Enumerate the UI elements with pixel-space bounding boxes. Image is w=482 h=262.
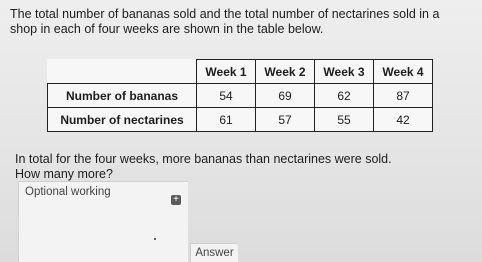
table-cell: 62 <box>315 84 374 108</box>
table-cell: 69 <box>256 84 315 108</box>
sales-table <box>47 59 433 132</box>
column-header-week-2: Week 2 <box>256 60 315 84</box>
column-header-week-1: Week 1 <box>197 60 256 84</box>
table-row-bananas <box>48 84 433 108</box>
table-header-row <box>48 60 433 84</box>
plus-icon[interactable]: + <box>171 195 181 205</box>
table-cell: 61 <box>197 108 256 132</box>
followup-text: In total for the four weeks, more bananas than nectarines were sold. <box>15 152 392 166</box>
optional-working-area[interactable] <box>18 181 188 262</box>
column-header-week-4: Week 4 <box>374 60 433 84</box>
table-cell: 55 <box>315 108 374 132</box>
cursor-dot <box>154 238 156 240</box>
table-cell: 42 <box>374 108 433 132</box>
table-corner-cell <box>48 60 197 84</box>
optional-working-label: Optional working <box>25 186 111 198</box>
table-cell: 87 <box>374 84 433 108</box>
question-text <box>10 7 476 37</box>
row-header-nectarines: Number of nectarines <box>48 108 197 132</box>
column-header-week-3: Week 3 <box>315 60 374 84</box>
table-cell: 54 <box>197 84 256 108</box>
table-cell: 57 <box>256 108 315 132</box>
question-line-2: shop in each of four weeks are shown in the table below. <box>10 22 324 36</box>
answer-label: Answer <box>195 247 234 259</box>
table-row-nectarines <box>48 108 433 132</box>
row-header-bananas: Number of bananas <box>48 84 197 108</box>
answer-field[interactable] <box>190 243 238 262</box>
question-prompt: How many more? <box>15 167 113 181</box>
question-line-1: The total number of bananas sold and the total number of nectarines sold in a <box>10 7 440 21</box>
